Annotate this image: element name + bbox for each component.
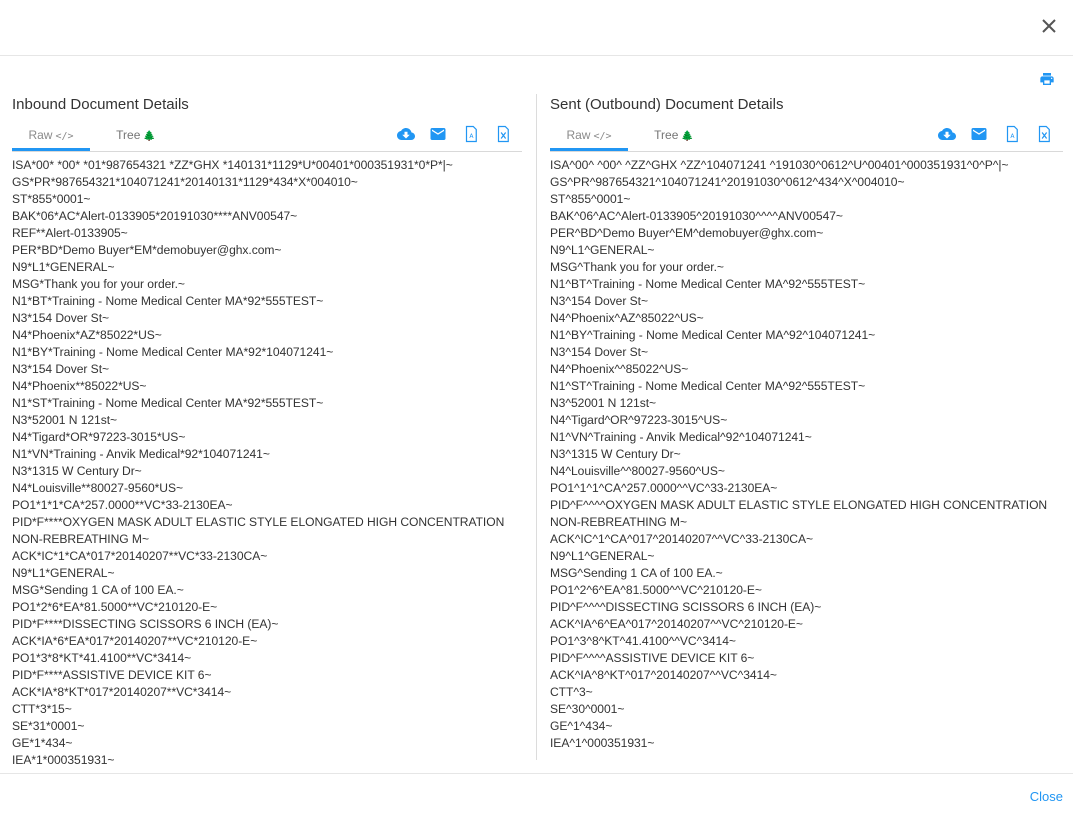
edi-segment-line: ISA*00* *00* *01*987654321 *ZZ*GHX *140131*1129*U*00401*000351931*0*P*|~ — [12, 158, 453, 172]
edi-segment-line: ACK*IA*8*KT*017*20140207**VC*3414~ — [12, 685, 232, 699]
edi-segment-line: GS^PR^987654321^104071241^20191030^0612^434^X^004010~ — [550, 175, 905, 189]
edi-segment-line: N4^Phoenix^AZ^85022^US~ — [550, 311, 704, 325]
edi-segment-line: ISA^00^ ^00^ ^ZZ^GHX ^ZZ^104071241 ^191030^0612^U^00401^000351931^0^P^|~ — [550, 158, 1009, 172]
edi-segment-line: N1*BT*Training - Nome Medical Center MA*92*555TEST~ — [12, 294, 324, 308]
tab-label: Tree — [654, 128, 679, 142]
svg-text:A: A — [1009, 132, 1014, 140]
edi-segment-line: N4^Phoenix^^85022^US~ — [550, 362, 689, 376]
svg-text:A: A — [468, 132, 473, 140]
outbound-title: Sent (Outbound) Document Details — [550, 96, 784, 113]
outbound-raw-content — [550, 157, 1063, 752]
edi-segment-line: PER^BD^Demo Buyer^EM^demobuyer@ghx.com~ — [550, 226, 824, 240]
edi-segment-line: N3^154 Dover St~ — [550, 345, 648, 359]
inbound-toolbar — [387, 125, 512, 143]
inbound-tab-tree[interactable] — [106, 124, 166, 151]
tree-icon: 🌲 — [143, 131, 156, 142]
edi-segment-line: N1*BY*Training - Nome Medical Center MA*92*104071241~ — [12, 345, 334, 359]
edi-segment-line: PID*F****OXYGEN MASK ADULT ELASTIC STYLE ELONGATED HIGH CONCENTRATION — [12, 515, 505, 529]
edi-segment-line: GS*PR*987654321*104071241*20140131*1129*434*X*004010~ — [12, 175, 358, 189]
dialog-footer — [0, 773, 1073, 817]
edi-segment-line: N4*Phoenix*AZ*85022*US~ — [12, 328, 162, 342]
edi-segment-line: N4*Tigard*OR*97223-3015*US~ — [12, 430, 186, 444]
outbound-tabbar — [550, 122, 1063, 152]
edi-segment-line: N3*154 Dover St~ — [12, 311, 110, 325]
edi-segment-line: SE^30^0001~ — [550, 702, 625, 716]
close-icon[interactable] — [1037, 14, 1061, 38]
pdf-icon[interactable] — [1003, 125, 1021, 143]
edi-segment-line: N4^Louisville^^80027-9560^US~ — [550, 464, 725, 478]
edi-segment-line: GE*1*434~ — [12, 736, 73, 750]
edi-segment-line: N9*L1*GENERAL~ — [12, 566, 115, 580]
edi-segment-line: PER*BD*Demo Buyer*EM*demobuyer@ghx.com~ — [12, 243, 282, 257]
cloud-download-icon[interactable] — [397, 125, 415, 143]
edi-segment-line: MSG*Sending 1 CA of 100 EA.~ — [12, 583, 184, 597]
outbound-panel — [550, 94, 1063, 752]
cloud-download-icon[interactable] — [938, 125, 956, 143]
edi-segment-line: N1^BT^Training - Nome Medical Center MA^92^555TEST~ — [550, 277, 866, 291]
edi-segment-line: ACK^IA^8^KT^017^20140207^^VC^3414~ — [550, 668, 777, 682]
edi-segment-line: N9^L1^GENERAL~ — [550, 243, 655, 257]
tab-label: Tree — [116, 128, 141, 142]
edi-segment-line: N4^Tigard^OR^97223-3015^US~ — [550, 413, 728, 427]
edi-segment-line: REF**Alert-0133905~ — [12, 226, 128, 240]
edi-segment-line: N3*52001 N 121st~ — [12, 413, 118, 427]
edi-segment-line: CTT*3*15~ — [12, 702, 72, 716]
edi-segment-line: PO1*1*1*CA*257.0000**VC*33-2130EA~ — [12, 498, 233, 512]
edi-segment-line: MSG^Sending 1 CA of 100 EA.~ — [550, 566, 723, 580]
code-icon: </> — [55, 131, 74, 142]
edi-segment-line: GE^1^434~ — [550, 719, 613, 733]
edi-segment-line: N4*Louisville**80027-9560*US~ — [12, 481, 184, 495]
edi-segment-line: PO1^1^1^CA^257.0000^^VC^33-2130EA~ — [550, 481, 778, 495]
excel-icon[interactable] — [1035, 125, 1053, 143]
edi-segment-line: PID*F****DISSECTING SCISSORS 6 INCH (EA)~ — [12, 617, 279, 631]
tree-icon: 🌲 — [681, 131, 694, 142]
edi-segment-line: ACK^IA^6^EA^017^20140207^^VC^210120-E~ — [550, 617, 803, 631]
edi-segment-line: N1^VN^Training - Anvik Medical^92^104071241~ — [550, 430, 812, 444]
pdf-icon[interactable] — [462, 125, 480, 143]
close-button[interactable]: Close — [1029, 789, 1063, 804]
edi-segment-line: MSG*Thank you for your order.~ — [12, 277, 185, 291]
edi-segment-line: CTT^3~ — [550, 685, 593, 699]
edi-segment-line: N4*Phoenix**85022*US~ — [12, 379, 147, 393]
edi-segment-line: ACK^IC^1^CA^017^20140207^^VC^33-2130CA~ — [550, 532, 813, 546]
inbound-title: Inbound Document Details — [12, 96, 189, 113]
edi-segment-line: N3*154 Dover St~ — [12, 362, 110, 376]
edi-segment-line: N3*1315 W Century Dr~ — [12, 464, 142, 478]
inbound-raw-content — [12, 157, 522, 769]
edi-segment-line: N1^BY^Training - Nome Medical Center MA^92^104071241~ — [550, 328, 876, 342]
edi-segment-line: N9^L1^GENERAL~ — [550, 549, 655, 563]
edi-segment-line: SE*31*0001~ — [12, 719, 85, 733]
inbound-tabbar — [12, 122, 522, 152]
edi-segment-line: PO1^2^6^EA^81.5000^^VC^210120-E~ — [550, 583, 762, 597]
edi-segment-line: PID^F^^^^DISSECTING SCISSORS 6 INCH (EA)~ — [550, 600, 822, 614]
edi-segment-line: PID*F****ASSISTIVE DEVICE KIT 6~ — [12, 668, 212, 682]
edi-segment-line: N1*ST*Training - Nome Medical Center MA*92*555TEST~ — [12, 396, 324, 410]
tab-label: Raw — [566, 128, 591, 142]
edi-segment-line: N9*L1*GENERAL~ — [12, 260, 115, 274]
edi-segment-line: ACK*IC*1*CA*017*20140207**VC*33-2130CA~ — [12, 549, 268, 563]
edi-segment-line: N3^52001 N 121st~ — [550, 396, 657, 410]
outbound-tab-raw[interactable] — [550, 124, 628, 151]
inbound-panel — [12, 94, 522, 769]
code-icon: </> — [593, 131, 612, 142]
edi-segment-line: N3^1315 W Century Dr~ — [550, 447, 681, 461]
edi-segment-line: ST^855^0001~ — [550, 192, 631, 206]
edi-segment-line: NON-REBREATHING M~ — [550, 515, 687, 529]
edi-segment-line: PID^F^^^^ASSISTIVE DEVICE KIT 6~ — [550, 651, 755, 665]
edi-segment-line: N1^ST^Training - Nome Medical Center MA^92^555TEST~ — [550, 379, 866, 393]
edi-segment-line: PO1*3*8*KT*41.4100**VC*3414~ — [12, 651, 192, 665]
outbound-tab-tree[interactable] — [644, 124, 704, 151]
edi-segment-line: N1*VN*Training - Anvik Medical*92*104071241~ — [12, 447, 270, 461]
edi-segment-line: ACK*IA*6*EA*017*20140207**VC*210120-E~ — [12, 634, 258, 648]
panel-divider — [536, 94, 537, 760]
outbound-toolbar — [928, 125, 1053, 143]
email-icon[interactable] — [429, 125, 447, 143]
tab-label: Raw — [28, 128, 53, 142]
edi-segment-line: ST*855*0001~ — [12, 192, 91, 206]
edi-segment-line: MSG^Thank you for your order.~ — [550, 260, 724, 274]
edi-segment-line: NON-REBREATHING M~ — [12, 532, 149, 546]
edi-segment-line: IEA*1*000351931~ — [12, 753, 115, 767]
edi-segment-line: BAK*06*AC*Alert-0133905*20191030****ANV00547~ — [12, 209, 298, 223]
edi-segment-line: IEA^1^000351931~ — [550, 736, 655, 750]
email-icon[interactable] — [970, 125, 988, 143]
inbound-tab-raw[interactable] — [12, 124, 90, 151]
edi-segment-line: PID^F^^^^OXYGEN MASK ADULT ELASTIC STYLE ELONGATED HIGH CONCENTRATION — [550, 498, 1048, 512]
excel-icon[interactable] — [494, 125, 512, 143]
edi-segment-line: BAK^06^AC^Alert-0133905^20191030^^^^ANV00547~ — [550, 209, 843, 223]
edi-segment-line: PO1^3^8^KT^41.4100^^VC^3414~ — [550, 634, 736, 648]
edi-segment-line: N3^154 Dover St~ — [550, 294, 648, 308]
print-icon[interactable] — [1039, 71, 1055, 87]
edi-segment-line: PO1*2*6*EA*81.5000**VC*210120-E~ — [12, 600, 218, 614]
dialog-header — [0, 0, 1073, 56]
